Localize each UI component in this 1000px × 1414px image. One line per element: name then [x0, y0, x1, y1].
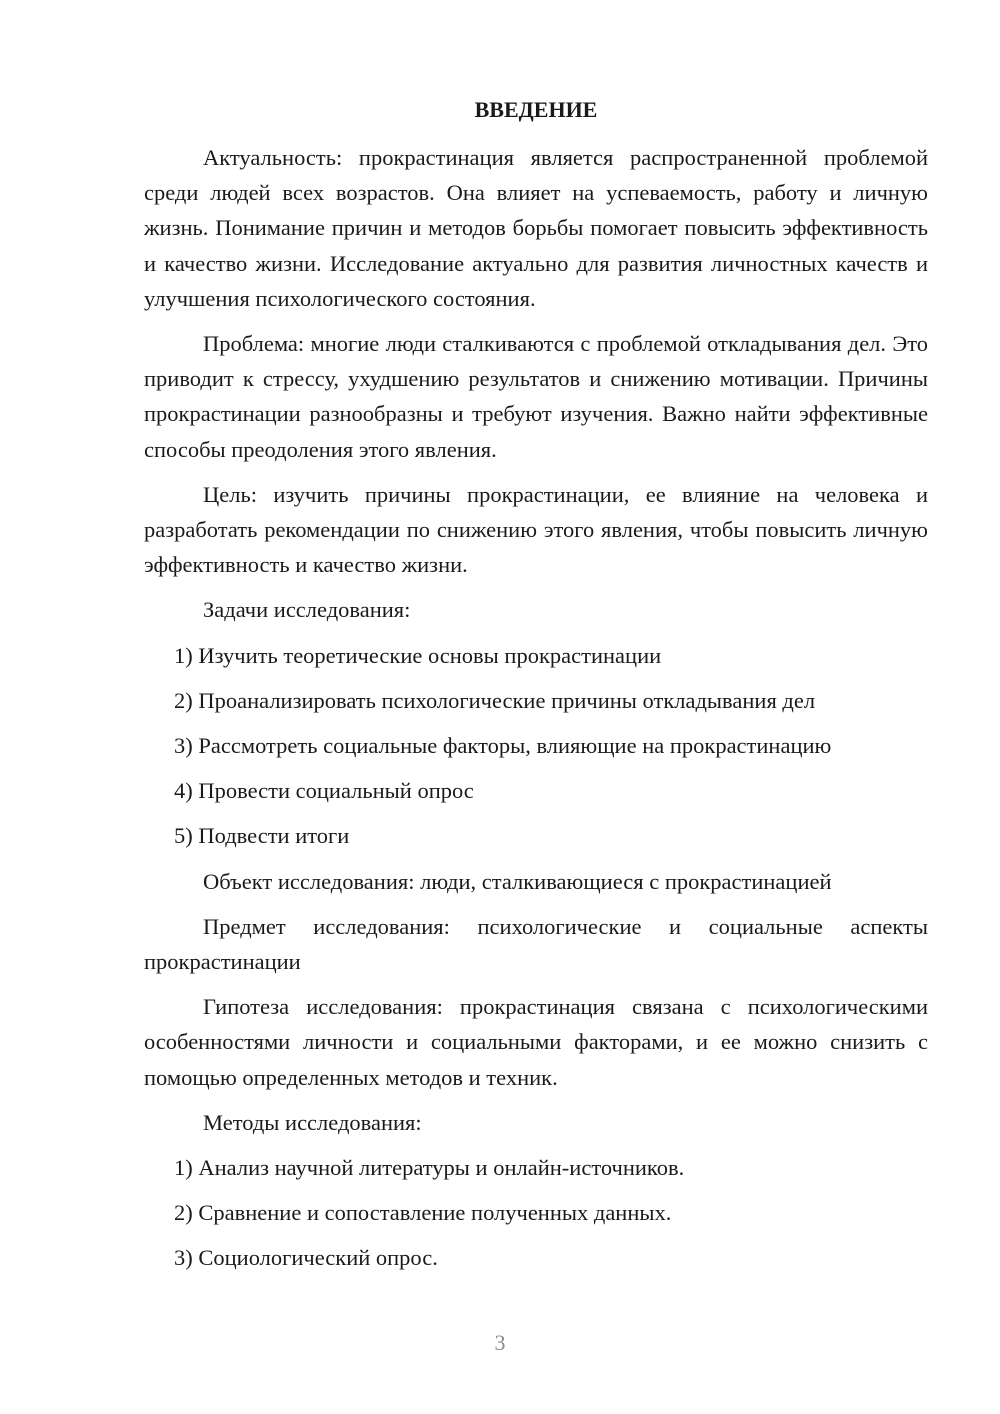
list-item: 3) Социологический опрос.: [174, 1245, 438, 1271]
list-item: 1) Изучить теоретические основы прокрастинации: [174, 642, 662, 668]
tasks-label: Задачи исследования:: [203, 597, 411, 623]
tasks-list: [144, 638, 928, 854]
list-item: 2) Сравнение и сопоставление полученных данных.: [174, 1200, 672, 1226]
list-item: 4) Провести социальный опрос: [174, 778, 474, 804]
subject-paragraph: Предмет исследования: психологические и социальные аспекты прокрастинации: [144, 913, 928, 975]
methods-list: [144, 1150, 928, 1276]
page-number: 3: [494, 1330, 506, 1355]
object-paragraph: Объект исследования: люди, сталкивающиеся с прокрастинацией: [203, 868, 832, 894]
list-item: 3) Рассмотреть социальные факторы, влияющие на прокрастинацию: [174, 733, 832, 759]
relevance-paragraph: Актуальность: прокрастинация является распространенной проблемой среди людей всех возрастов. Она влияет на успеваемость, работу и личную жизнь. Понимание причин и методов борьбы помогает повысить эффективность и качество жизни. Исследование актуально для развития личностных качеств и улучшения психологического состояния.: [144, 145, 928, 311]
methods-label: Методы исследования:: [203, 1109, 422, 1135]
list-item: 1) Анализ научной литературы и онлайн-источников.: [174, 1155, 685, 1181]
goal-paragraph: Цель: изучить причины прокрастинации, ее влияние на человека и разработать рекомендации по снижению этого явления, чтобы повысить личную эффективность и качество жизни.: [144, 481, 928, 578]
hypothesis-paragraph: Гипотеза исследования: прокрастинация связана с психологическими особенностями личности и социальными факторами, и ее можно снизить с помощью определенных методов и техник.: [144, 994, 928, 1090]
page-title: ВВЕДЕНИЕ: [474, 97, 598, 122]
list-item: 5) Подвести итоги: [174, 823, 350, 849]
list-item: 2) Проанализировать психологические причины откладывания дел: [174, 687, 816, 713]
problem-paragraph: Проблема: многие люди сталкиваются с проблемой откладывания дел. Это приводит к стрессу, ухудшению результатов и снижению мотивации. Причины прокрастинации разнообразны и требуют изучения. Важно найти эффективные способы преодоления этого явления.: [144, 331, 928, 462]
document-page: [144, 92, 928, 1286]
